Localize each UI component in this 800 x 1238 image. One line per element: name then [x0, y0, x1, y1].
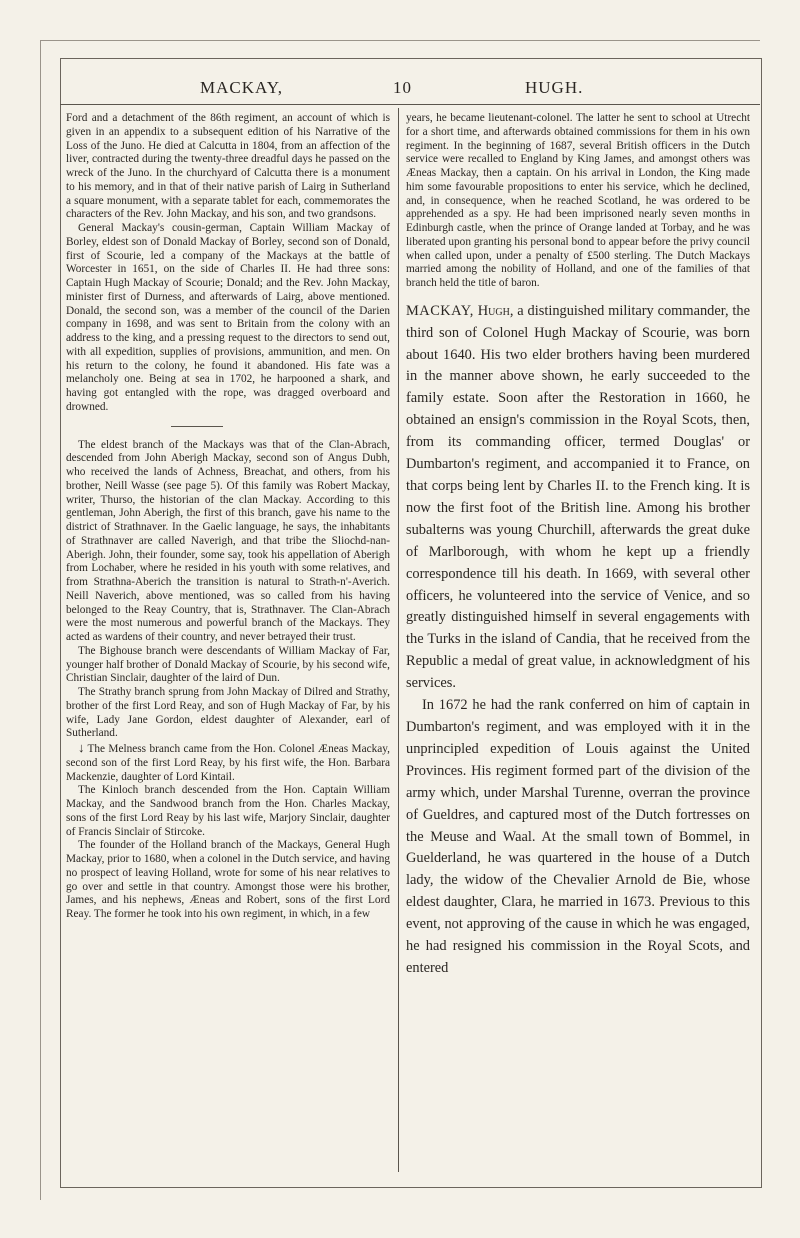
running-header [60, 74, 760, 104]
paragraph: ↓ The Melness branch came from the Hon. Colonel Æneas Mackay, second son of the first Lord Reay, by his first wife, the Hon. Barbara Mackenzie, daughter of Lord Kintail. [66, 740, 390, 783]
biography-entry [406, 301, 750, 980]
column-divider [398, 108, 399, 1172]
margin-mark-icon: ↓ [78, 740, 85, 755]
paragraph: The eldest branch of the Mackays was that of the Clan-Abrach, descended from John Aberigh Mackay, second son of Angus Dubh, who received the lands of Achness, Breachat, and others, from his brother, Neill Wasse (see page 5). Of this family was Robert Mackay, writer, Thurso, the historian of the clan Mackay. According to this gentleman, John Aberigh, the first of this branch, gave his name to the district of Strathnaver. In the Gaelic language, he says, the inhabitants of Strathnaver are called Naverigh, and that tribe the Sliochd-nan-Aberigh. John, their founder, some say, took his appellation of Aberigh from Lochaber, where he resided in his youth with some relatives, and from Strathna-Aberich the transition is natural to Strath-n'-Averich. Neill Naverich, above mentioned, was so called from his having belonged to the Reay Country, that is, Strathnaver. The Clan-Abrach were the most numerous and powerful branch of the Mackays. They acted as wardens of their country, and never betrayed their trust. [66, 438, 390, 643]
paragraph: The founder of the Holland branch of the Mackays, General Hugh Mackay, prior to 1680, when a colonel in the Dutch service, and having no prospect of leaving Holland, wrote for some of his near relatives to go over and settle in that country. Amongst those were his brother, James, and his nephews, Æneas and Robert, sons of the first Lord Reay. The former he took into his own regiment, in which, in a few [66, 839, 390, 920]
paragraph: General Mackay's cousin-german, Captain William Mackay of Borley, eldest son of Donald Mackay of Borley, second son of Donald, first of Scourie, led a company of the Mackays at the battle of Worcester in 1651, on the side of Charles II. He had three sons: Captain Hugh Mackay of Scourie; Donald; and the Rev. John Mackay, minister first of Durness, and afterwards of Lairg, above mentioned. Donald, the second son, was a member of the council of the Darien company in 1698, and was sent to Britain from the colony with an address to the king, and a pressing request to the directors to send out, with all expedition, supplies of provisions, ammunition, and men. On his return to the colony, he found it abandoned. His fate was a melancholy one. Being at sea in 1702, he harpooned a shark, and having got entangled with the rope, was dragged overboard and drowned. [66, 222, 390, 413]
paragraph: Ford and a detachment of the 86th regiment, an account of which is given in an appendix to a subsequent edition of his Narrative of the Loss of the Juno. He died at Calcutta in 1804, from an affection of the liver, contracted during the twenty-three dreadful days he passed on the wreck of the Juno. In the churchyard of Calcutta there is a monument to his memory, and in that of their native parish of Lairg in Sutherland a square monument, with a separate tablet for each, commemorates the characters of the Rev. John Mackay, and his son, and two grandsons. [66, 112, 390, 221]
paragraph: The Kinloch branch descended from the Hon. Captain William Mackay, and the Sandwood branch from the Hon. Charles Mackay, sons of the first Lord Reay by his last wife, Marjory Sinclair, daughter of Francis Sinclair of Stircoke. [66, 784, 390, 838]
section-separator [171, 426, 223, 427]
left-column [66, 112, 390, 922]
entry-subheading: Hugh, [477, 302, 514, 319]
paragraph: years, he became lieutenant-colonel. The latter he sent to school at Utrecht for a short time, and afterwards obtained commissions for them in his own regiment. In the beginning of 1687, several British officers in the Dutch service were recalled to England by King James, and amongst others was Æneas Mackay, then a captain. On his arrival in London, the King made him some favourable propositions to enter his service, which he declined, and, in consequence, when he reached Scotland, he was ordered to be apprehended as a spy. He had been imprisoned nearly seven months in Edinburgh castle, when the prince of Orange landed at Torbay, and he was liberated upon granting his personal bond to appear before the privy council when called upon, under a penalty of £500 sterling. The Dutch Mackays married among the nobility of Holland, and one of the families of that branch held the title of baron. [406, 112, 750, 289]
header-right-keyword: HUGH. [525, 78, 584, 97]
page-edge-top [40, 40, 760, 41]
paragraph: The Strathy branch sprung from John Mackay of Dilred and Strathy, brother of the first Lord Reay, and son of Hugh Mackay of Far, by his wife, Lady Jane Gordon, eldest daughter of Alexander, earl of Sutherland. [66, 686, 390, 740]
entry-text: a distinguished military commander, the third son of Colonel Hugh Mackay of Scourie, was born about 1640. His two elder brothers having been murdered in the manner above shown, he early succeeded to the family estate. Soon after the Restoration in 1660, he obtained an ensign's commission in the Royal Scots, then, from its commanding officer, termed Douglas' or Dumbarton's regiment, and accompanied it to France, on that corps being lent by Charles II. to the French king. It is now the first foot of the British line. Among his brother subalterns was young Churchill, afterwards the great duke of Marlborough, with whom he kept up a friendly correspondence till his death. In 1669, with several other officers, he volunteered into the service of Venice, and so greatly distinguished himself in several engagements with the Turks in the island of Candia, that he received from the Republic a medal of great value, in acknowledgment of his services. [406, 302, 750, 692]
entry-paragraph [406, 301, 750, 695]
continuation-block [406, 112, 750, 291]
header-rule [60, 104, 760, 105]
right-column [406, 112, 750, 980]
page-number: 10 [393, 78, 412, 97]
header-left-keyword: MACKAY, [200, 78, 284, 97]
entry-paragraph: In 1672 he had the rank conferred on him of captain in Dumbarton's regiment, and was employed with it in the unprincipled expedition of Louis against the United Provinces. His regiment formed part of the division of the army which, under Marshal Turenne, overran the province of Gueldres, and captured most of the Dutch fortresses on the Meuse and Waal. At the small town of Bommel, in Guelderland, he was quartered in the house of a Dutch lady, the widow of the Chevalier Arnold de Bie, whose eldest daughter, Clara, he married in 1673. Previous to this event, not approving of the cause in which he was engaged, he had resigned his commission in the Royal Scots, and entered [406, 697, 750, 976]
page-edge-left [40, 40, 41, 1200]
entry-heading: MACKAY, [406, 302, 474, 319]
paragraph: The Bighouse branch were descendants of William Mackay of Far, younger half brother of Donald Mackay of Scourie, by his second wife, Christian Sinclair, daughter of the laird of Dun. [66, 644, 390, 685]
